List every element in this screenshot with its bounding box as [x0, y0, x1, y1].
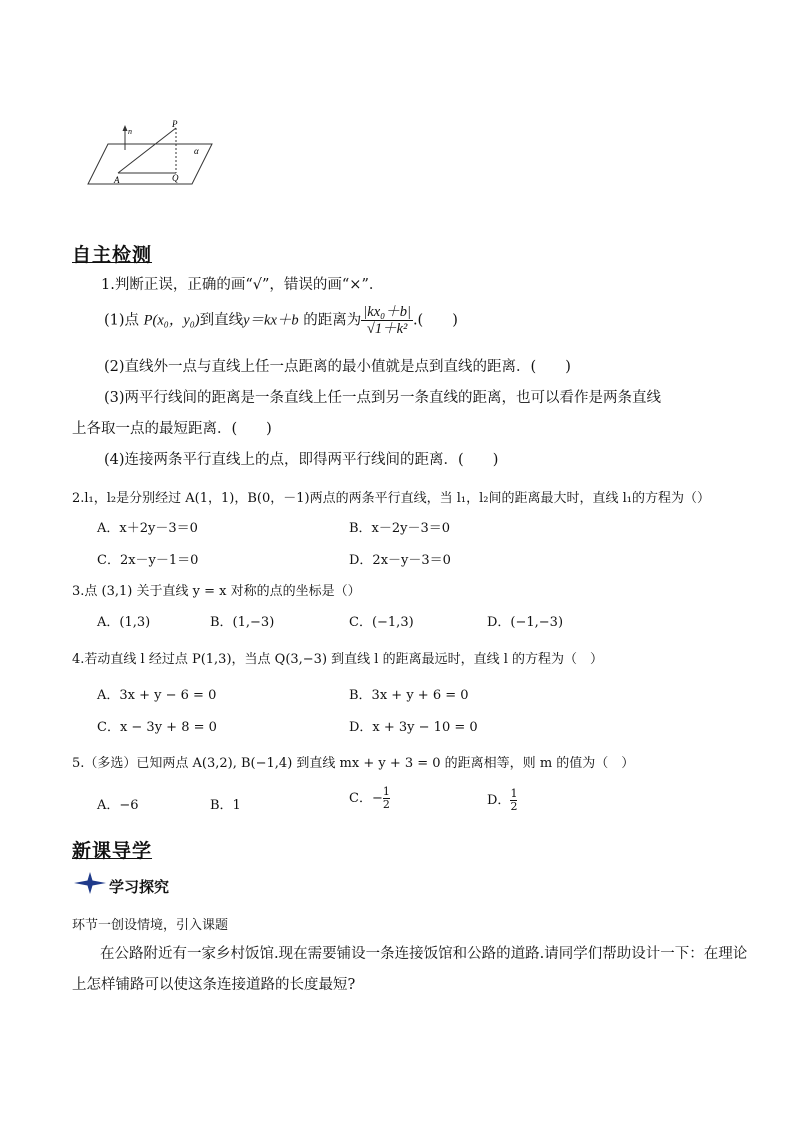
q1-item1-mid2: 的距离为 — [298, 312, 362, 329]
scenario-paragraph-line2: 上怎样铺路可以使这条连接道路的长度最短? — [72, 977, 356, 993]
q2-option-a: A．x＋2y－3＝0 — [97, 521, 198, 536]
q1-item1-prefix: (1)点 — [104, 312, 144, 329]
q2-option-d: D．2x－y－3＝0 — [349, 553, 451, 568]
q5-option-c — [349, 786, 390, 811]
q5-option-d — [487, 788, 517, 813]
label-alpha: α — [194, 146, 199, 156]
section-heading-new-lesson: 新课导学 — [72, 840, 153, 862]
plane-figure — [68, 118, 218, 190]
label-Q: Q — [172, 173, 179, 183]
q5-option-a: A．−6 — [97, 798, 139, 813]
q5-option-c-prefix: C．− — [349, 791, 383, 806]
scenario-paragraph-line1: 在公路附近有一家乡村饭馆.现在需要铺设一条连接饭馆和公路的道路.请同学们帮助设计一下：在理论 — [100, 946, 748, 962]
q5-stem: 5.（多选）已知两点 A(3,2), B(−1,4) 到直线 mx + y + 3 = 0 的距离相等，则 m 的值为（ ） — [72, 756, 635, 771]
q5-option-d-num: 1 — [510, 787, 518, 800]
q4-option-c: C．x − 3y + 8 = 0 — [97, 720, 217, 735]
q1-stem: 1.判断正误，正确的画“√”，错误的画“×”． — [101, 277, 384, 293]
q3-option-c: C．(−1,3) — [349, 615, 414, 630]
q1-item4: (4)连接两条平行直线上的点，即得两平行线间的距离．( ) — [104, 452, 499, 468]
q1-item2: (2)直线外一点与直线上任一点距离的最小值就是点到直线的距离．( ) — [104, 359, 571, 375]
q2-option-b: B．x－2y－3＝0 — [349, 521, 451, 536]
q5-option-d-den: 2 — [510, 800, 518, 813]
q3-option-d: D．(−1,−3) — [487, 615, 564, 630]
subheading-study-explore: 学习探究 — [109, 878, 170, 896]
q3-stem: 3.点 (3,1) 关于直线 y = x 对称的点的坐标是（） — [72, 584, 361, 599]
q5-option-c-den: 2 — [382, 798, 390, 811]
fraction-numerator: |kx₀＋b| — [363, 304, 411, 320]
q5-option-d-fraction — [510, 788, 517, 813]
q1-item3-line1: (3)两平行线间的距离是一条直线上任一点到另一条直线的距离，也可以看作是两条直线 — [104, 390, 662, 406]
q1-item1 — [104, 304, 458, 337]
q4-option-d: D．x + 3y − 10 = 0 — [349, 720, 478, 735]
q3-option-a: A．(1,3) — [97, 615, 151, 630]
label-P: P — [172, 119, 178, 129]
label-A: A — [114, 175, 120, 185]
q5-option-c-num: 1 — [382, 785, 390, 798]
q1-item1-end: .( ) — [412, 312, 458, 329]
q2-stem: 2.l₁，l₂是分别经过 A(1，1)，B(0，－1)两点的两条平行直线，当 l₁，l₂间的距离最大时，直线 l₁的方程为（） — [72, 491, 710, 506]
q4-option-a: A．3x + y − 6 = 0 — [97, 688, 217, 703]
q5-option-d-prefix: D． — [487, 793, 511, 808]
q3-option-b: B．(1,−3) — [210, 615, 275, 630]
q4-stem: 4.若动直线 l 经过点 P(1,3)，当点 Q(3,−3) 到直线 l 的距离最远时，直线 l 的方程为（ ） — [72, 652, 604, 667]
q1-item3-line2: 上各取一点的最短距离．( ) — [72, 421, 272, 437]
section-heading-self-check: 自主检测 — [72, 244, 153, 266]
q4-option-b: B．3x + y + 6 = 0 — [349, 688, 469, 703]
q5-option-c-fraction — [383, 786, 390, 811]
q5-option-b: B．1 — [210, 798, 241, 813]
fraction-denominator: √1＋k² — [366, 321, 408, 337]
step-one-label: 环节一创设情境，引入课题 — [72, 918, 229, 933]
label-n: n — [128, 127, 132, 136]
q1-item1-mid: 到直线 — [199, 312, 244, 329]
q1-item1-line: y＝kx＋b — [243, 312, 299, 329]
q2-option-c: C．2x－y－1＝0 — [97, 553, 199, 568]
q1-item1-point: P(x₀，y₀) — [143, 312, 200, 329]
star-icon — [74, 872, 106, 894]
distance-fraction — [361, 304, 413, 337]
